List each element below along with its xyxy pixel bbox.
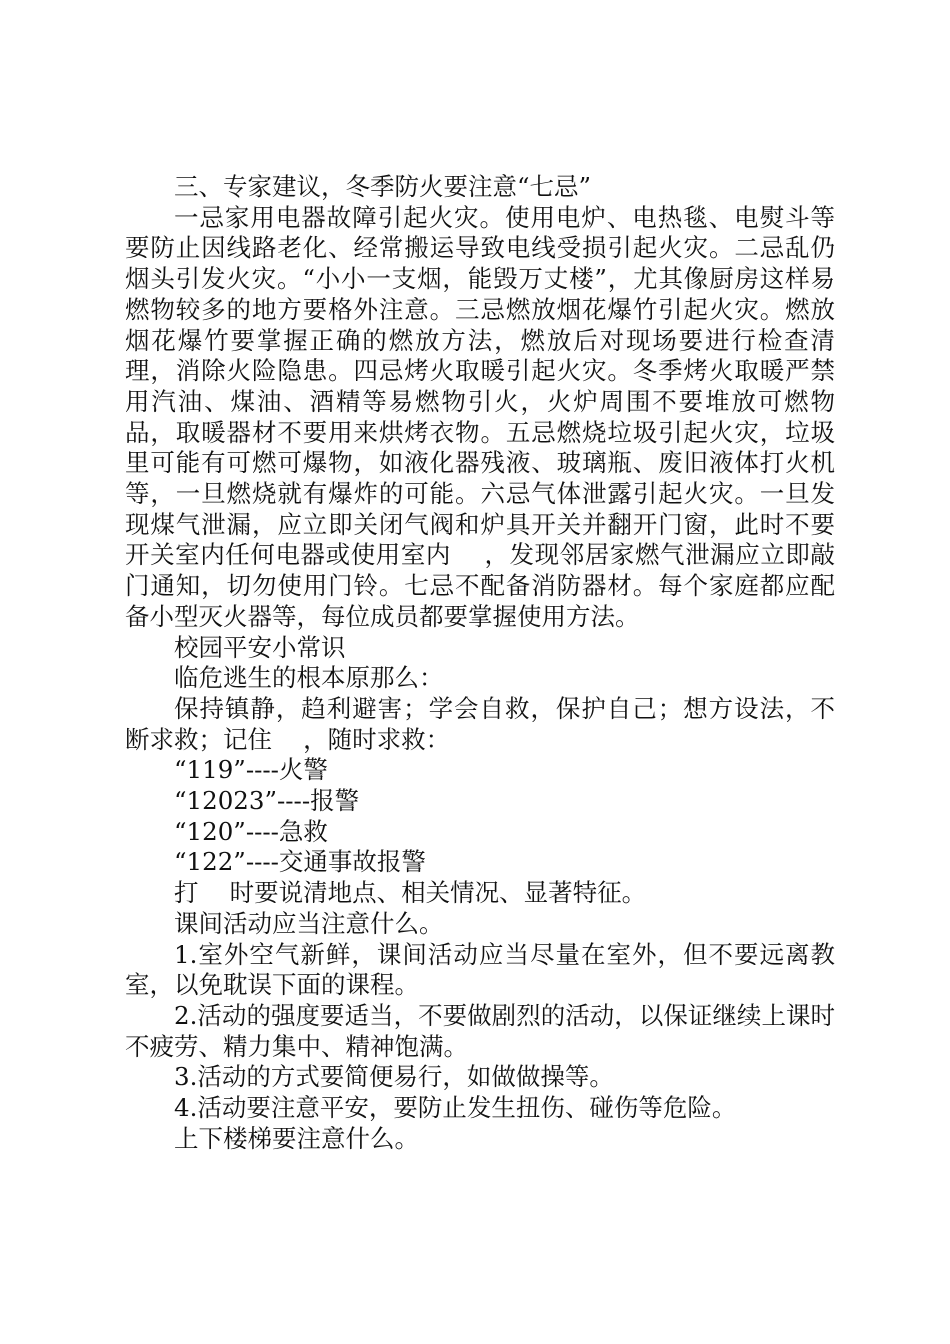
- phone-line-fire: “119”----火警: [174, 755, 328, 785]
- phone-line-police: “12023”----报警: [174, 786, 360, 816]
- call-note: 打 时要说清地点、相关情况、显著特征。: [174, 878, 647, 908]
- phone-line-traffic: “122”----交通事故报警: [174, 847, 426, 877]
- break-item: 4.活动要注意平安，要防止发生扭伤、碰伤等危险。: [174, 1093, 737, 1123]
- stairs-title: 上下楼梯要注意什么。: [174, 1123, 419, 1153]
- break-item: 2.活动的强度要适当，不要做剧烈的活动，以保证继续上课时不疲劳、精力集中、精神饱满。: [125, 1000, 835, 1061]
- break-item: 1.室外空气新鲜，课间活动应当尽量在室外，但不要远离教室，以免耽误下面的课程。: [125, 939, 835, 1000]
- section-heading: 三、专家建议，冬季防火要注意“七忌”: [174, 172, 592, 201]
- campus-safety-title: 校园平安小常识: [174, 632, 346, 662]
- document-body: [125, 172, 835, 1155]
- escape-principle-title: 临危逃生的根本原那么：: [174, 663, 444, 693]
- fire-prevention-paragraph: 一忌家用电器故障引起火灾。使用电炉、电热毯、电熨斗等要防止因线路老化、经常搬运导致电线受损引起火灾。二忌乱仍烟头引发火灾。“小小一支烟，能毁万丈楼”，尤其像厨房这样易燃物较多的地方要格外注意。三忌燃放烟花爆竹引起火灾。燃放烟花爆竹要掌握正确的燃放方法，燃放后对现场要进行检查清理，消除火险隐患。四忌烤火取暖引起火灾。冬季烤火取暖严禁用汽油、煤油、酒精等易燃物引火，火炉周围不要堆放可燃物品，取暖器材不要用来烘烤衣物。五忌燃烧垃圾引起火灾，垃圾里可能有可燃可爆物，如液化器残液、玻璃瓶、废旧液体打火机等，一旦燃烧就有爆炸的可能。六忌气体泄露引起火灾。一旦发现煤气泄漏，应立即关闭气阀和炉具开关并翻开门窗，此时不要开关室内任何电器或使用室内 ，发现邻居家燃气泄漏应立即敲门通知，切勿使用门铃。七忌不配备消防器材。每个家庭都应配备小型灭火器等，每位成员都要掌握使用方法。: [125, 202, 835, 631]
- escape-principle-text: 保持镇静，趋利避害；学会自救，保护自己；想方设法，不断求救；记住 ，随时求救：: [125, 693, 835, 754]
- phone-line-ambulance: “120”----急救: [174, 816, 328, 846]
- break-activity-title: 课间活动应当注意什么。: [174, 908, 444, 938]
- break-item: 3.活动的方式要简便易行，如做做操等。: [174, 1062, 614, 1092]
